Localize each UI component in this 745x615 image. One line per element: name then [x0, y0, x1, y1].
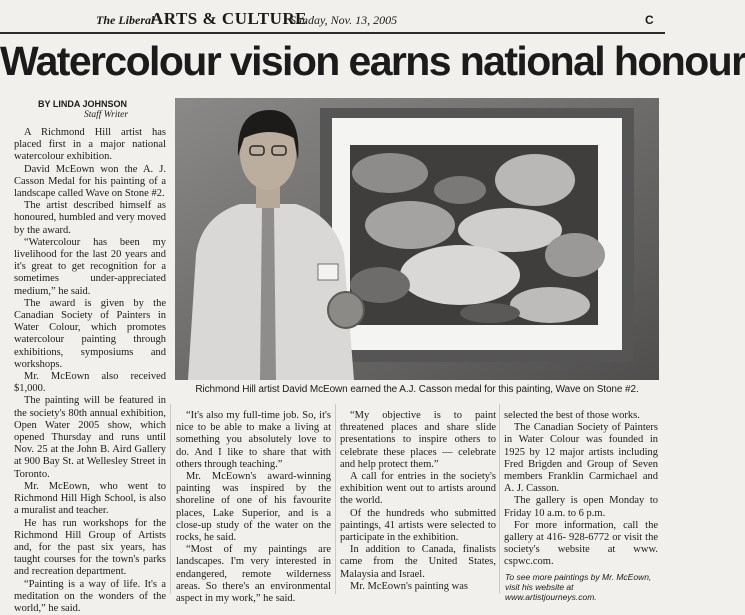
paragraph: The painting will be featured in the society's 80th annual exhibition, Open Water 2005 show, which opened Thursday and runs until Nov. 25 at the John B. Aird Gallery at 900 Bay St. at Wellesley Street in Toronto. — [14, 395, 166, 480]
paragraph: “My objective is to paint threatened places and share slide presentations to inspire others to celebrate these places — celebrate and help protect them.” — [340, 410, 496, 470]
paragraph: Mr. McEown also received $1,000. — [14, 371, 166, 395]
footnote-line: visit his website at www.artistjourneys.com. — [505, 582, 597, 602]
paragraph: A call for entries in the society's exhibition went out to artists around the world. — [340, 471, 496, 507]
photo-caption: Richmond Hill artist David McEown earned the A.J. Casson medal for this painting, Wave on Stone #2. — [195, 384, 639, 395]
paragraph: For more information, call the gallery at 416- 928-6772 or visit the society's website at www. cspwc.com. — [504, 519, 658, 568]
paragraph: The artist described himself as honoured, humbled and very moved by the award. — [14, 200, 166, 236]
masthead-rule — [0, 32, 665, 34]
website-footnote — [505, 572, 659, 602]
column-divider — [335, 404, 336, 594]
paragraph: “Painting is a way of life. It's a meditation on the wonders of the world,” he said. — [14, 578, 166, 614]
column-divider — [499, 404, 500, 594]
paragraph: Mr. McEown's award-winning painting was inspired by the shoreline of one of his favourite places, Lake Superior, and is a close-up study of the water on the rocks, he said. — [176, 471, 331, 544]
paragraph: The award is given by the Canadian Society of Painters in Water Colour, which promotes watercolour painting through exhibitions, symposiums and workshops. — [14, 297, 166, 370]
painting-wave-on-stone — [350, 145, 598, 325]
byline-author: BY LINDA JOHNSON — [38, 99, 128, 109]
headline: Watercolour vision earns national honour — [0, 38, 745, 84]
paragraph: David McEown won the A. J. Casson Medal for his painting of a landscape called Wave on Stone #2. — [14, 163, 166, 200]
paragraph: selected the best of those works. — [504, 410, 640, 421]
paragraph: A Richmond Hill artist has placed first in a major national watercolour exhibition. — [14, 127, 166, 163]
masthead — [0, 0, 665, 36]
article-column-2 — [176, 410, 331, 605]
paragraph: In addition to Canada, finalists came from the United States, Malaysia and Israel. — [340, 544, 496, 580]
paragraph: Of the hundreds who submitted paintings, 41 artists were selected to participate in the exhibition. — [340, 507, 496, 544]
footnote-line: To see more paintings by Mr. McEown, — [505, 572, 652, 582]
paragraph: Mr. McEown's painting was — [350, 580, 468, 592]
article-column-1 — [14, 127, 166, 614]
paragraph: He has run workshops for the Richmond Hill Group of Artists and, for the past six years, has taught courses for the town's parks and recreation department. — [14, 517, 166, 578]
section-title: ARTS & CULTURE — [151, 9, 307, 28]
paragraph: The Canadian Society of Painters in Water Colour was founded in 1925 by 12 major artists including Fred Brigden and Group of Seven members Franklin Carmichael and A. J. Casson. — [504, 422, 658, 495]
byline-role: Staff Writer — [84, 110, 129, 120]
page-letter: C — [645, 13, 654, 27]
article-column-3 — [340, 410, 496, 593]
publication-name: The Liberal — [96, 13, 155, 27]
article-column-4 — [504, 410, 658, 569]
paragraph: The gallery is open Monday to Friday 10 a.m. to 6 p.m. — [504, 495, 658, 519]
column-divider — [170, 404, 171, 594]
paragraph: “Watercolour has been my livelihood for the last 20 years and it's great to get recognition for a sometimes under-appreciated medium,” he said. — [14, 236, 166, 297]
issue-date: Sunday, Nov. 13, 2005 — [290, 13, 398, 27]
paragraph: “Most of my paintings are landscapes. I'm very interested in endangered, remote wilderness areas. So there's an environmental aspect in my work,” he said. — [176, 544, 331, 605]
artist-figure — [178, 104, 358, 380]
paragraph: Mr. McEown, who went to Richmond Hill High School, is also a muralist and teacher. — [14, 480, 166, 517]
paragraph: “It's also my full-time job. So, it's nice to be able to make a living at something you absolutely love to do. And I like to share that with others through teaching.” — [176, 410, 331, 470]
